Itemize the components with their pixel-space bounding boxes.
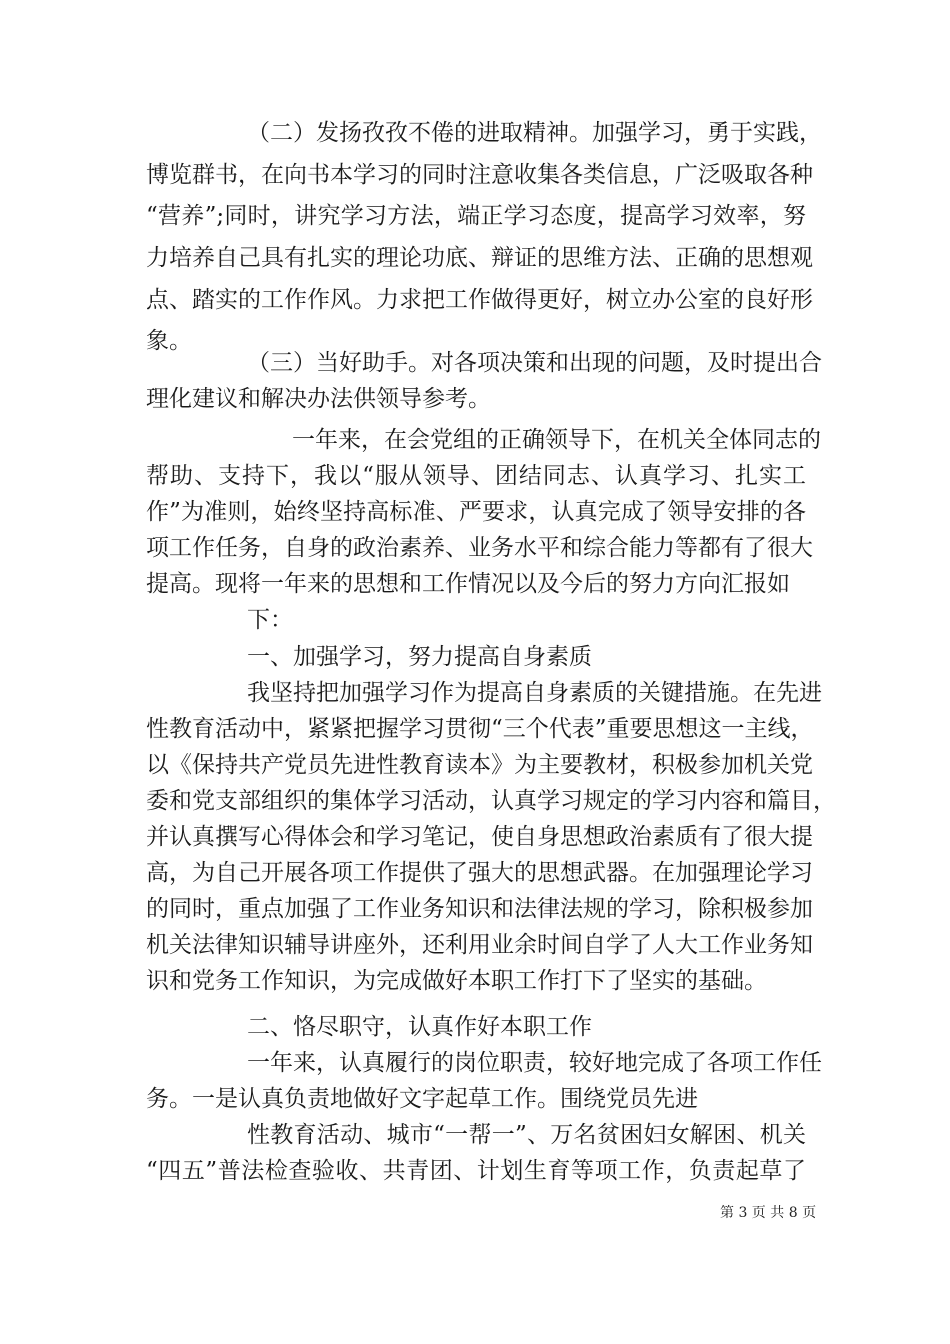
text-line: 理化建议和解决办法供领导参考。 <box>146 386 491 412</box>
text-line: 识和党务工作知识，为完成做好本职工作打下了坚实的基础。 <box>146 968 767 994</box>
text-line: 力培养自己具有扎实的理论功底、辩证的思维方法、正确的思想观 <box>146 245 813 271</box>
text-line: 提高。现将一年来的思想和工作情况以及今后的努力方向汇报如 <box>146 571 790 597</box>
text-line: （三）当好助手。对各项决策和出现的问题，及时提出合 <box>247 350 822 376</box>
text-line: 博览群书，在向书本学习的同时注意收集各类信息，广泛吸取各种 <box>146 162 813 188</box>
text-line: 务。一是认真负责地做好文字起草工作。围绕党员先进 <box>146 1086 698 1112</box>
page-number-footer: 第 3 页 共 8 页 <box>720 1205 817 1221</box>
text-line: 我坚持把加强学习作为提高自身素质的关键措施。在先进 <box>247 680 822 706</box>
text-line: 作”为准则，始终坚持高标准、严要求，认真完成了领导安排的各 <box>146 499 806 525</box>
text-line: 性教育活动中，紧紧把握学习贯彻“三个代表”重要思想这一主线， <box>146 716 814 742</box>
text-line: 并认真撰写心得体会和学习笔记，使自身思想政治素质有了很大提 <box>146 824 813 850</box>
text-line: 的同时，重点加强了工作业务知识和法律法规的学习，除积极参加 <box>146 896 813 922</box>
text-line: 下： <box>247 607 293 633</box>
text-line: “四五”普法检查验收、共青团、计划生育等项工作，负责起草了 <box>146 1158 806 1184</box>
section-heading: 一、加强学习，努力提高自身素质 <box>247 644 592 670</box>
text-line: 高，为自己开展各项工作提供了强大的思想武器。在加强理论学习 <box>146 860 813 886</box>
text-line: 象。 <box>146 328 192 354</box>
text-line: 机关法律知识辅导讲座外，还利用业余时间自学了人大工作业务知 <box>146 932 813 958</box>
text-line: 项工作任务，自身的政治素养、业务水平和综合能力等都有了很大 <box>146 535 813 561</box>
text-line: 委和党支部组织的集体学习活动，认真学习规定的学习内容和篇目， <box>146 788 836 814</box>
text-line: 一年来，认真履行的岗位职责，较好地完成了各项工作任 <box>247 1050 822 1076</box>
text-line: 性教育活动、城市“一帮一”、万名贫困妇女解困、机关 <box>247 1122 806 1148</box>
section-heading: 二、恪尽职守，认真作好本职工作 <box>247 1014 592 1040</box>
text-line: “营养”;同时，讲究学习方法，端正学习态度，提高学习效率，努 <box>146 203 806 229</box>
text-line: 一年来，在会党组的正确领导下，在机关全体同志的 <box>292 427 821 453</box>
text-line: 点、踏实的工作作风。力求把工作做得更好，树立办公室的良好形 <box>146 287 813 313</box>
text-line: （二）发扬孜孜不倦的进取精神。加强学习，勇于实践， <box>247 120 822 146</box>
text-line: 帮助、支持下，我以“服从领导、团结同志、认真学习、扎实工 <box>146 463 806 489</box>
text-line: 以《保持共产党员先进性教育读本》为主要教材，积极参加机关党 <box>146 752 813 778</box>
